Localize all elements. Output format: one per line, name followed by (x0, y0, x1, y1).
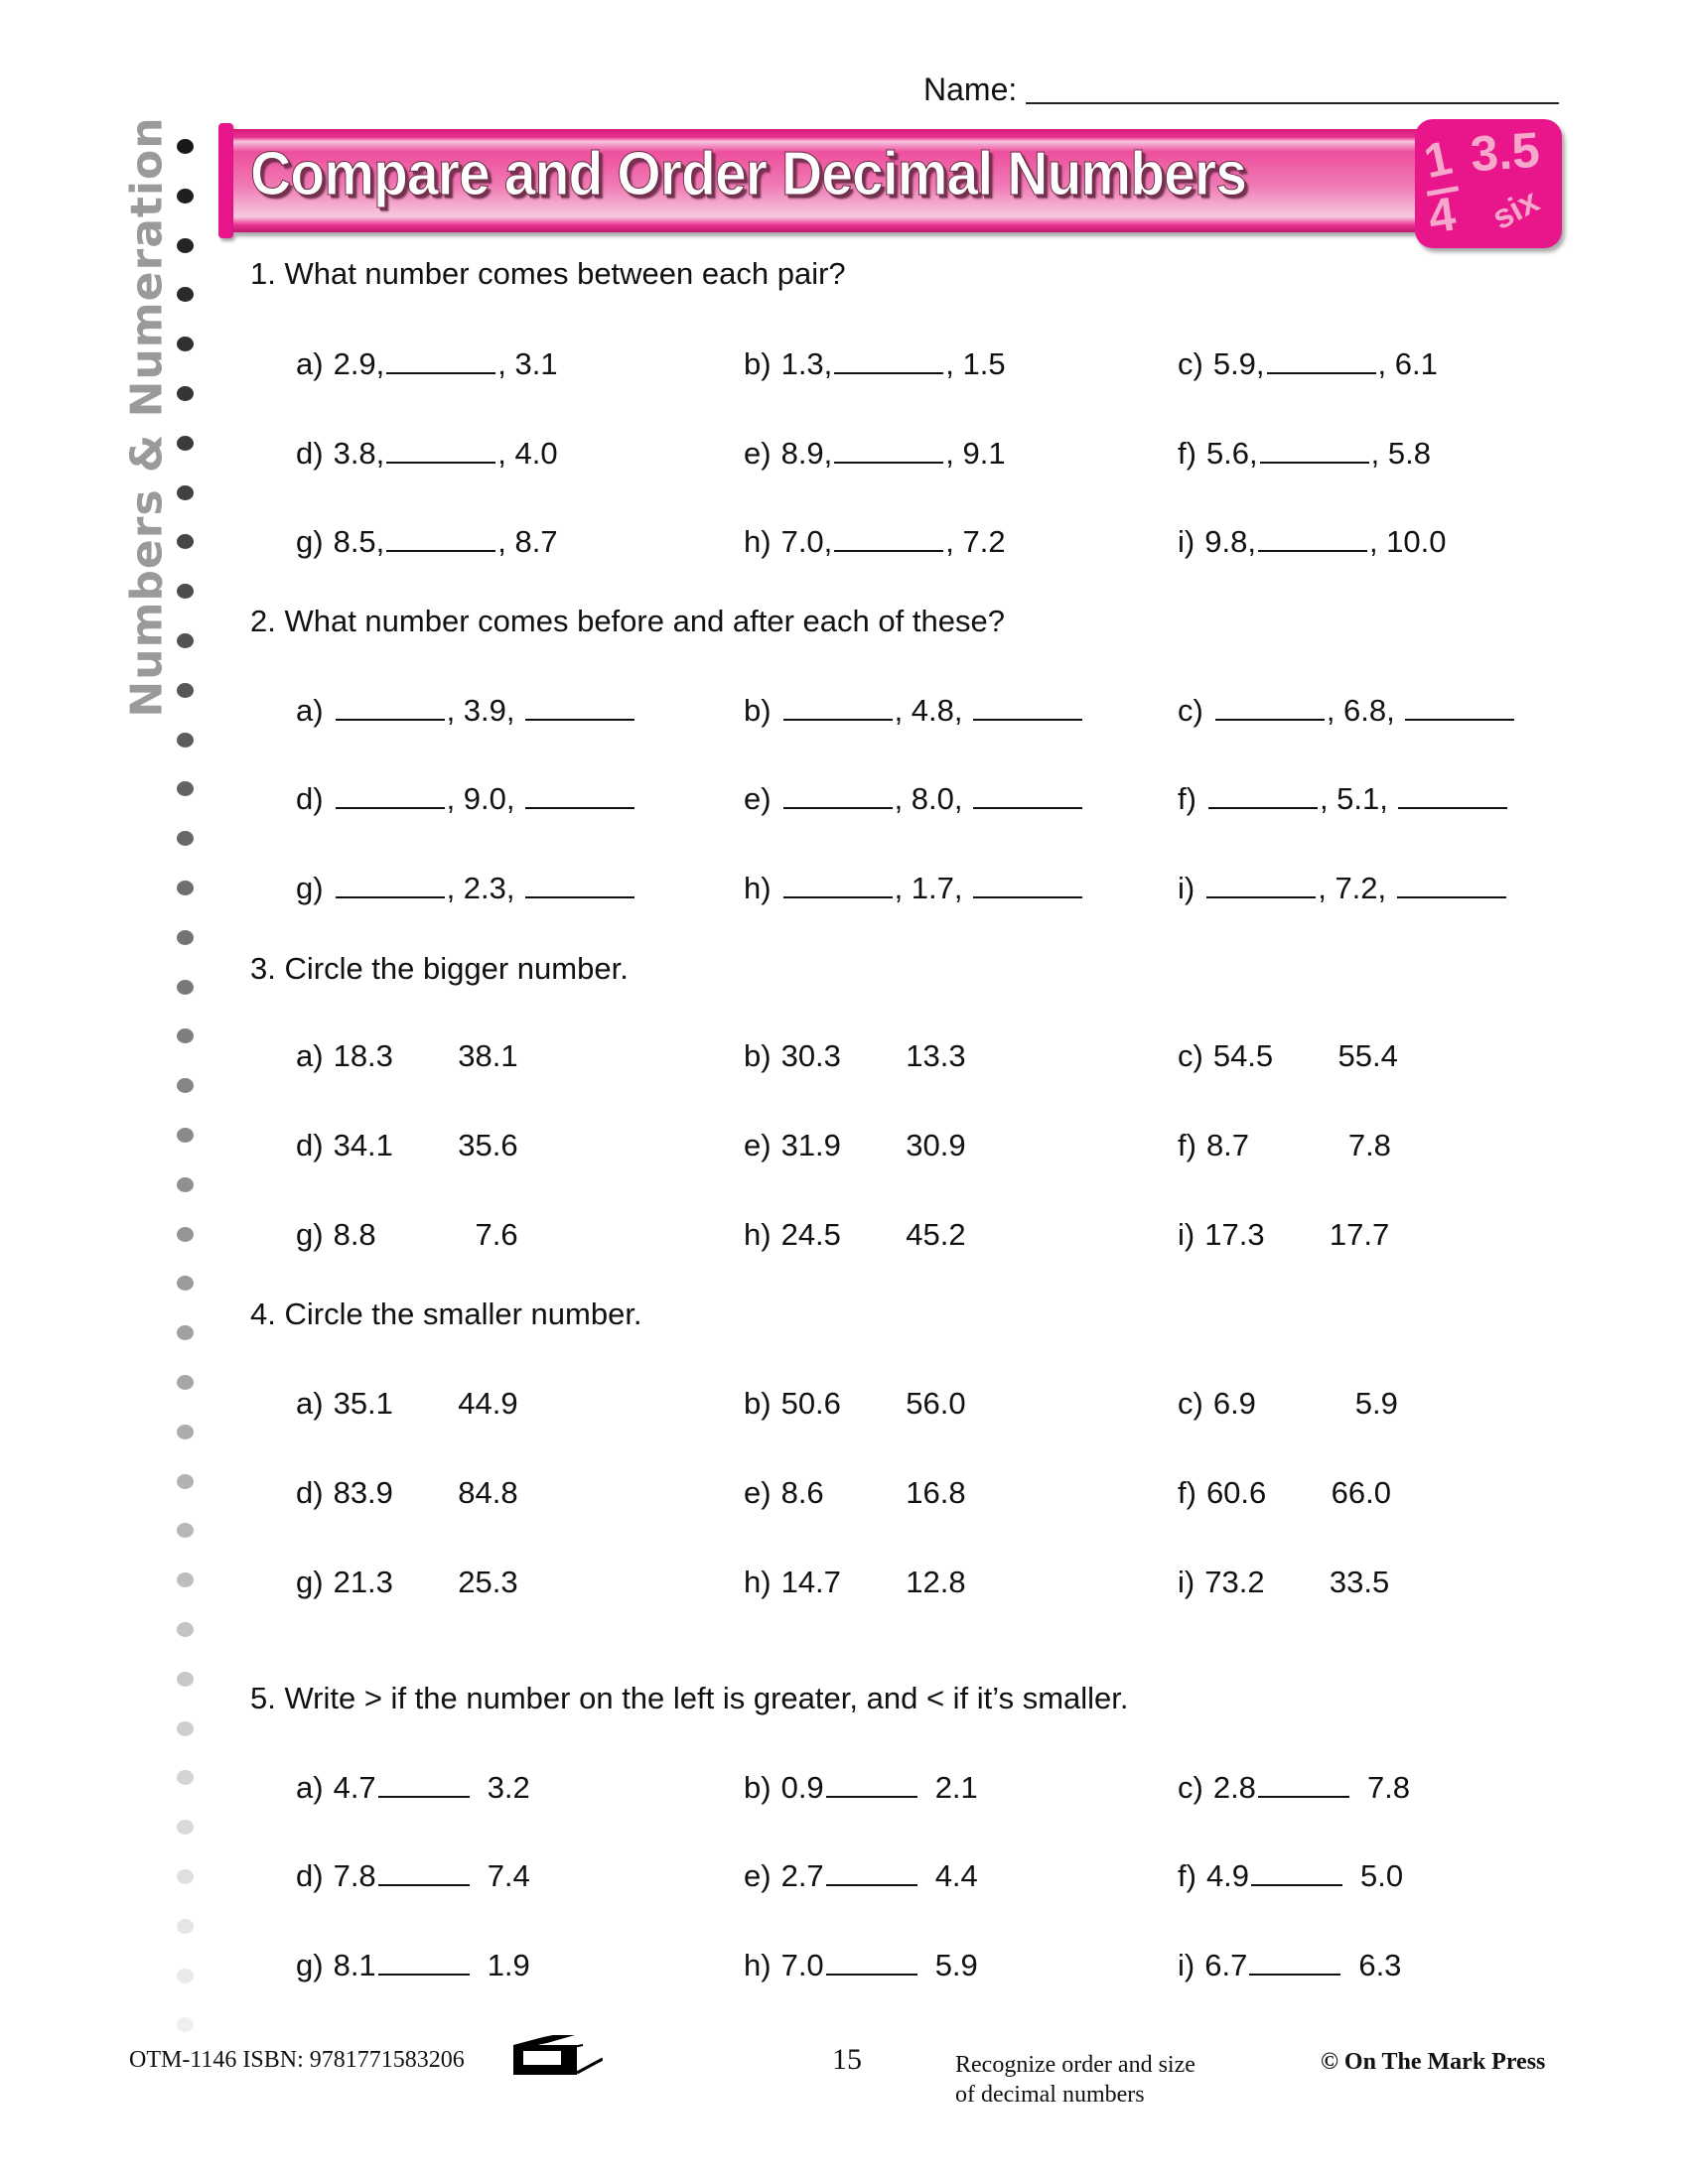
question-item (744, 436, 1006, 476)
item-label: h) (744, 1948, 772, 1982)
question-item (1178, 1565, 1389, 1604)
item-label: c) (1178, 346, 1203, 381)
question-item (1178, 436, 1431, 476)
question-item (1178, 1038, 1398, 1078)
binder-dot (177, 980, 194, 995)
answer-blank[interactable] (1208, 806, 1318, 809)
answer-blank[interactable] (386, 371, 495, 374)
item-label: g) (296, 1565, 324, 1599)
copyright: © On The Mark Press (1321, 2049, 1546, 2075)
binder-dot (177, 1523, 194, 1538)
item-label: i) (1178, 871, 1196, 905)
item-label: f) (1178, 436, 1196, 471)
answer-blank[interactable] (973, 718, 1082, 721)
badge-decimal: 3.5 (1469, 121, 1542, 183)
question-item (296, 346, 558, 386)
answer-blank[interactable] (1405, 718, 1514, 721)
question-item (296, 693, 636, 733)
question-heading-1: 1. What number comes between each pair? (250, 256, 846, 291)
item-label: d) (296, 1475, 324, 1510)
right-number: 2.1 (934, 1770, 978, 1805)
question-item (1178, 871, 1508, 910)
given-value: , 1.7, (894, 871, 972, 905)
given-value: , 6.8, (1326, 693, 1404, 728)
answer-blank[interactable] (1258, 1795, 1349, 1798)
given-value: , 4.8, (894, 693, 972, 728)
binder-dot (177, 1028, 194, 1043)
binder-dot (177, 189, 194, 204)
question-item (296, 436, 558, 476)
binder-dot (177, 1128, 194, 1143)
binder-dot (177, 287, 194, 302)
answer-blank[interactable] (826, 1973, 917, 1976)
binder-dot (177, 436, 194, 451)
item-label: d) (296, 436, 324, 471)
item-label: a) (296, 1038, 324, 1073)
given-value: , 3.9, (446, 693, 524, 728)
question-item (1178, 524, 1447, 564)
item-label: b) (744, 1386, 772, 1421)
first-number[interactable]: 50.6 (780, 1386, 841, 1421)
item-label: h) (744, 1565, 772, 1599)
question-heading-5: 5. Write > if the number on the left is greater, and < if it’s smaller. (250, 1681, 1129, 1715)
second-number[interactable]: 7.6 (475, 1217, 518, 1252)
question-item (296, 1858, 530, 1898)
left-number: 8.1 (333, 1948, 376, 1982)
binder-dot (177, 633, 194, 648)
banner-cap (218, 123, 233, 238)
binder-dot (177, 1078, 194, 1093)
first-number[interactable]: 34.1 (333, 1128, 393, 1162)
first-number[interactable]: 17.3 (1204, 1217, 1265, 1252)
second-value: , 4.0 (497, 436, 558, 471)
second-number[interactable]: 56.0 (906, 1386, 966, 1421)
binder-dot (177, 238, 194, 253)
item-label: a) (296, 1770, 324, 1805)
first-value: 8.5, (333, 524, 385, 559)
first-number[interactable]: 8.6 (780, 1475, 824, 1510)
question-item (744, 1038, 966, 1078)
second-number[interactable]: 66.0 (1331, 1475, 1391, 1510)
item-label: e) (744, 781, 772, 816)
item-label: b) (744, 1038, 772, 1073)
first-value: 5.9, (1212, 346, 1265, 381)
binder-dot (177, 733, 194, 748)
second-number[interactable]: 44.9 (458, 1386, 518, 1421)
binder-dot (177, 534, 194, 549)
question-item (744, 1565, 966, 1604)
left-number: 4.9 (1205, 1858, 1250, 1893)
first-value: 5.6, (1205, 436, 1258, 471)
first-number[interactable]: 83.9 (333, 1475, 393, 1510)
question-item (1178, 1948, 1401, 1987)
item-label: a) (296, 1386, 324, 1421)
first-number[interactable]: 54.5 (1212, 1038, 1274, 1073)
answer-blank[interactable] (1215, 718, 1325, 721)
left-number: 0.9 (780, 1770, 824, 1805)
answer-blank[interactable] (1258, 549, 1367, 552)
question-item (296, 1948, 530, 1987)
first-value: 8.9, (780, 436, 833, 471)
item-label: f) (1178, 1128, 1196, 1162)
binder-dot (177, 485, 194, 500)
objective-line-1: Recognize order and size (955, 2052, 1196, 2078)
binder-dot (177, 930, 194, 945)
second-number[interactable]: 16.8 (906, 1475, 966, 1510)
answer-blank[interactable] (336, 895, 445, 898)
second-number[interactable]: 35.6 (458, 1128, 518, 1162)
answer-blank[interactable] (826, 1795, 917, 1798)
question-item (1178, 1475, 1391, 1515)
second-value: , 3.1 (497, 346, 558, 381)
question-item (1178, 693, 1516, 733)
answer-blank[interactable] (834, 549, 943, 552)
second-value: , 5.8 (1370, 436, 1431, 471)
first-number[interactable]: 35.1 (333, 1386, 393, 1421)
item-label: f) (1178, 781, 1196, 816)
first-number[interactable]: 6.9 (1212, 1386, 1256, 1421)
first-number[interactable]: 8.8 (333, 1217, 376, 1252)
question-item (744, 781, 1084, 821)
binder-dot (177, 1919, 194, 1934)
answer-blank[interactable] (1260, 461, 1369, 464)
binder-dot (177, 386, 194, 401)
item-label: b) (744, 693, 772, 728)
page-title: Compare and Order Decimal Numbers (250, 140, 1247, 208)
question-item (1178, 1128, 1391, 1167)
first-value: 9.8, (1204, 524, 1256, 559)
right-number: 5.0 (1360, 1858, 1404, 1893)
item-label: a) (296, 346, 324, 381)
right-number: 3.2 (487, 1770, 530, 1805)
answer-blank[interactable] (525, 895, 634, 898)
second-value: , 8.7 (497, 524, 558, 559)
question-item (744, 1217, 966, 1257)
question-item (744, 1948, 978, 1987)
item-label: c) (1178, 1770, 1203, 1805)
left-number: 2.8 (1212, 1770, 1256, 1805)
binder-dot (177, 1276, 194, 1291)
binder-dot (177, 1325, 194, 1340)
binder-dot (177, 1770, 194, 1785)
item-label: e) (744, 1128, 772, 1162)
answer-blank[interactable] (834, 461, 943, 464)
left-number: 7.0 (780, 1948, 824, 1982)
item-label: i) (1178, 524, 1196, 559)
binder-dot (177, 1572, 194, 1587)
first-value: 3.8, (333, 436, 385, 471)
given-value: , 7.2, (1318, 871, 1395, 905)
first-number[interactable]: 31.9 (780, 1128, 841, 1162)
left-number: 6.7 (1204, 1948, 1248, 1982)
second-number[interactable]: 55.4 (1337, 1038, 1398, 1073)
binder-dot (177, 831, 194, 846)
answer-blank[interactable] (525, 806, 634, 809)
answer-blank[interactable] (1206, 895, 1316, 898)
question-item (744, 693, 1084, 733)
first-number[interactable]: 24.5 (780, 1217, 841, 1252)
second-value: , 10.0 (1368, 524, 1447, 559)
binder-dot (177, 1969, 194, 1983)
item-label: c) (1178, 693, 1203, 728)
item-label: e) (744, 436, 772, 471)
given-value: , 2.3, (446, 871, 524, 905)
question-heading-2: 2. What number comes before and after each of these? (250, 604, 1005, 638)
right-number: 6.3 (1358, 1948, 1402, 1982)
question-item (296, 1217, 518, 1257)
second-number[interactable]: 12.8 (906, 1565, 966, 1599)
answer-blank[interactable] (525, 718, 634, 721)
binder-dot (177, 1227, 194, 1242)
binder-dot (177, 337, 194, 351)
answer-blank[interactable] (386, 461, 495, 464)
left-number: 7.8 (333, 1858, 376, 1893)
question-item (296, 781, 636, 821)
question-item (1178, 781, 1509, 821)
question-item (296, 1475, 518, 1515)
binder-dot (177, 584, 194, 599)
binder-dot (177, 1869, 194, 1884)
second-number[interactable]: 7.8 (1347, 1128, 1391, 1162)
left-number: 2.7 (780, 1858, 824, 1893)
question-item (744, 1128, 966, 1167)
first-number[interactable]: 60.6 (1205, 1475, 1267, 1510)
first-number[interactable]: 73.2 (1204, 1565, 1265, 1599)
binder-dot (177, 1622, 194, 1637)
answer-blank[interactable] (1397, 895, 1506, 898)
second-number[interactable]: 30.9 (906, 1128, 966, 1162)
badge-word: six (1485, 182, 1546, 237)
footer-code: OTM-1146 ISBN: 9781771583206 (129, 2047, 465, 2073)
item-label: f) (1178, 1475, 1196, 1510)
second-number[interactable]: 5.9 (1354, 1386, 1398, 1421)
first-number[interactable]: 30.3 (780, 1038, 841, 1073)
name-field[interactable] (1026, 102, 1559, 104)
answer-blank[interactable] (834, 371, 943, 374)
answer-blank[interactable] (973, 806, 1082, 809)
second-value: , 7.2 (945, 524, 1006, 559)
binder-dot (177, 1375, 194, 1390)
question-item (744, 1770, 978, 1810)
question-item (744, 346, 1006, 386)
item-label: d) (296, 1858, 324, 1893)
answer-blank[interactable] (783, 718, 893, 721)
item-label: d) (296, 1128, 324, 1162)
question-item (296, 1770, 530, 1810)
first-number[interactable]: 21.3 (333, 1565, 393, 1599)
answer-blank[interactable] (378, 1973, 470, 1976)
binder-dot (177, 2017, 194, 2032)
math-badge-icon (1415, 119, 1562, 248)
item-label: g) (296, 1948, 324, 1982)
right-number: 1.9 (487, 1948, 530, 1982)
question-item (296, 1128, 518, 1167)
binder-dot (177, 683, 194, 698)
first-value: 1.3, (780, 346, 833, 381)
item-label: a) (296, 693, 324, 728)
item-label: h) (744, 1217, 772, 1252)
side-section-title (117, 116, 177, 718)
item-label: b) (744, 1770, 772, 1805)
objective-line-2: of decimal numbers (955, 2082, 1145, 2108)
second-value: , 1.5 (945, 346, 1006, 381)
question-item (744, 1475, 966, 1515)
item-label: h) (744, 871, 772, 905)
question-item (1178, 1770, 1410, 1810)
binder-dot (177, 139, 194, 154)
binder-dot (177, 781, 194, 796)
question-heading-4: 4. Circle the smaller number. (250, 1297, 642, 1331)
second-number[interactable]: 33.5 (1329, 1565, 1390, 1599)
given-value: , 8.0, (894, 781, 972, 816)
item-label: g) (296, 1217, 324, 1252)
question-item (296, 524, 558, 564)
second-value: , 9.1 (945, 436, 1006, 471)
answer-blank[interactable] (1398, 806, 1507, 809)
answer-blank[interactable] (1251, 1883, 1342, 1886)
question-item (296, 1386, 518, 1426)
first-number[interactable]: 8.7 (1205, 1128, 1250, 1162)
first-number[interactable]: 18.3 (333, 1038, 393, 1073)
item-label: c) (1178, 1386, 1203, 1421)
binder-dot (177, 1425, 194, 1439)
question-item (296, 1565, 518, 1604)
item-label: i) (1178, 1217, 1196, 1252)
binder-dot (177, 1820, 194, 1835)
photocopier-icon (513, 2035, 603, 2075)
first-number[interactable]: 14.7 (780, 1565, 841, 1599)
name-label: Name: (923, 71, 1018, 107)
answer-blank[interactable] (386, 549, 495, 552)
left-number: 4.7 (333, 1770, 376, 1805)
given-value: , 5.1, (1319, 781, 1397, 816)
item-label: i) (1178, 1948, 1196, 1982)
answer-blank[interactable] (826, 1883, 917, 1886)
item-label: d) (296, 781, 324, 816)
answer-blank[interactable] (783, 806, 893, 809)
first-value: 2.9, (333, 346, 385, 381)
binder-dot (177, 1721, 194, 1736)
item-label: g) (296, 524, 324, 559)
right-number: 5.9 (934, 1948, 978, 1982)
question-item (1178, 346, 1438, 386)
answer-blank[interactable] (783, 895, 893, 898)
question-item (296, 871, 636, 910)
answer-blank[interactable] (1267, 371, 1376, 374)
question-item (744, 1386, 966, 1426)
side-section-title-text: Numbers & Numeration (121, 116, 173, 718)
answer-blank[interactable] (336, 806, 445, 809)
question-item (1178, 1217, 1389, 1257)
answer-blank[interactable] (378, 1883, 470, 1886)
item-label: h) (744, 524, 772, 559)
second-value: , 6.1 (1377, 346, 1438, 381)
question-item (1178, 1386, 1398, 1426)
second-number[interactable]: 25.3 (458, 1565, 518, 1599)
binder-dot (177, 1474, 194, 1489)
question-item (744, 871, 1084, 910)
right-number: 4.4 (934, 1858, 978, 1893)
second-number[interactable]: 38.1 (458, 1038, 518, 1073)
page-number: 15 (832, 2043, 862, 2076)
answer-blank[interactable] (378, 1795, 470, 1798)
second-number[interactable]: 45.2 (906, 1217, 966, 1252)
item-label: f) (1178, 1858, 1196, 1893)
given-value: , 9.0, (446, 781, 524, 816)
question-item (1178, 1858, 1403, 1898)
item-label: i) (1178, 1565, 1196, 1599)
badge-denominator: 4 (1425, 188, 1460, 244)
item-label: b) (744, 346, 772, 381)
second-number[interactable]: 13.3 (906, 1038, 966, 1073)
right-number: 7.8 (1366, 1770, 1411, 1805)
answer-blank[interactable] (336, 718, 445, 721)
badge-numerator: 1 (1419, 131, 1457, 190)
item-label: c) (1178, 1038, 1203, 1073)
binder-dot (177, 881, 194, 895)
item-label: g) (296, 871, 324, 905)
answer-blank[interactable] (973, 895, 1082, 898)
binder-dot (177, 1672, 194, 1687)
second-number[interactable]: 84.8 (458, 1475, 518, 1510)
item-label: e) (744, 1858, 772, 1893)
binder-dot (177, 1177, 194, 1192)
question-heading-3: 3. Circle the bigger number. (250, 951, 629, 986)
question-item (296, 1038, 518, 1078)
first-value: 7.0, (780, 524, 833, 559)
question-item (744, 1858, 978, 1898)
question-item (744, 524, 1006, 564)
answer-blank[interactable] (1249, 1973, 1340, 1976)
item-label: e) (744, 1475, 772, 1510)
second-number[interactable]: 17.7 (1329, 1217, 1390, 1252)
right-number: 7.4 (487, 1858, 530, 1893)
